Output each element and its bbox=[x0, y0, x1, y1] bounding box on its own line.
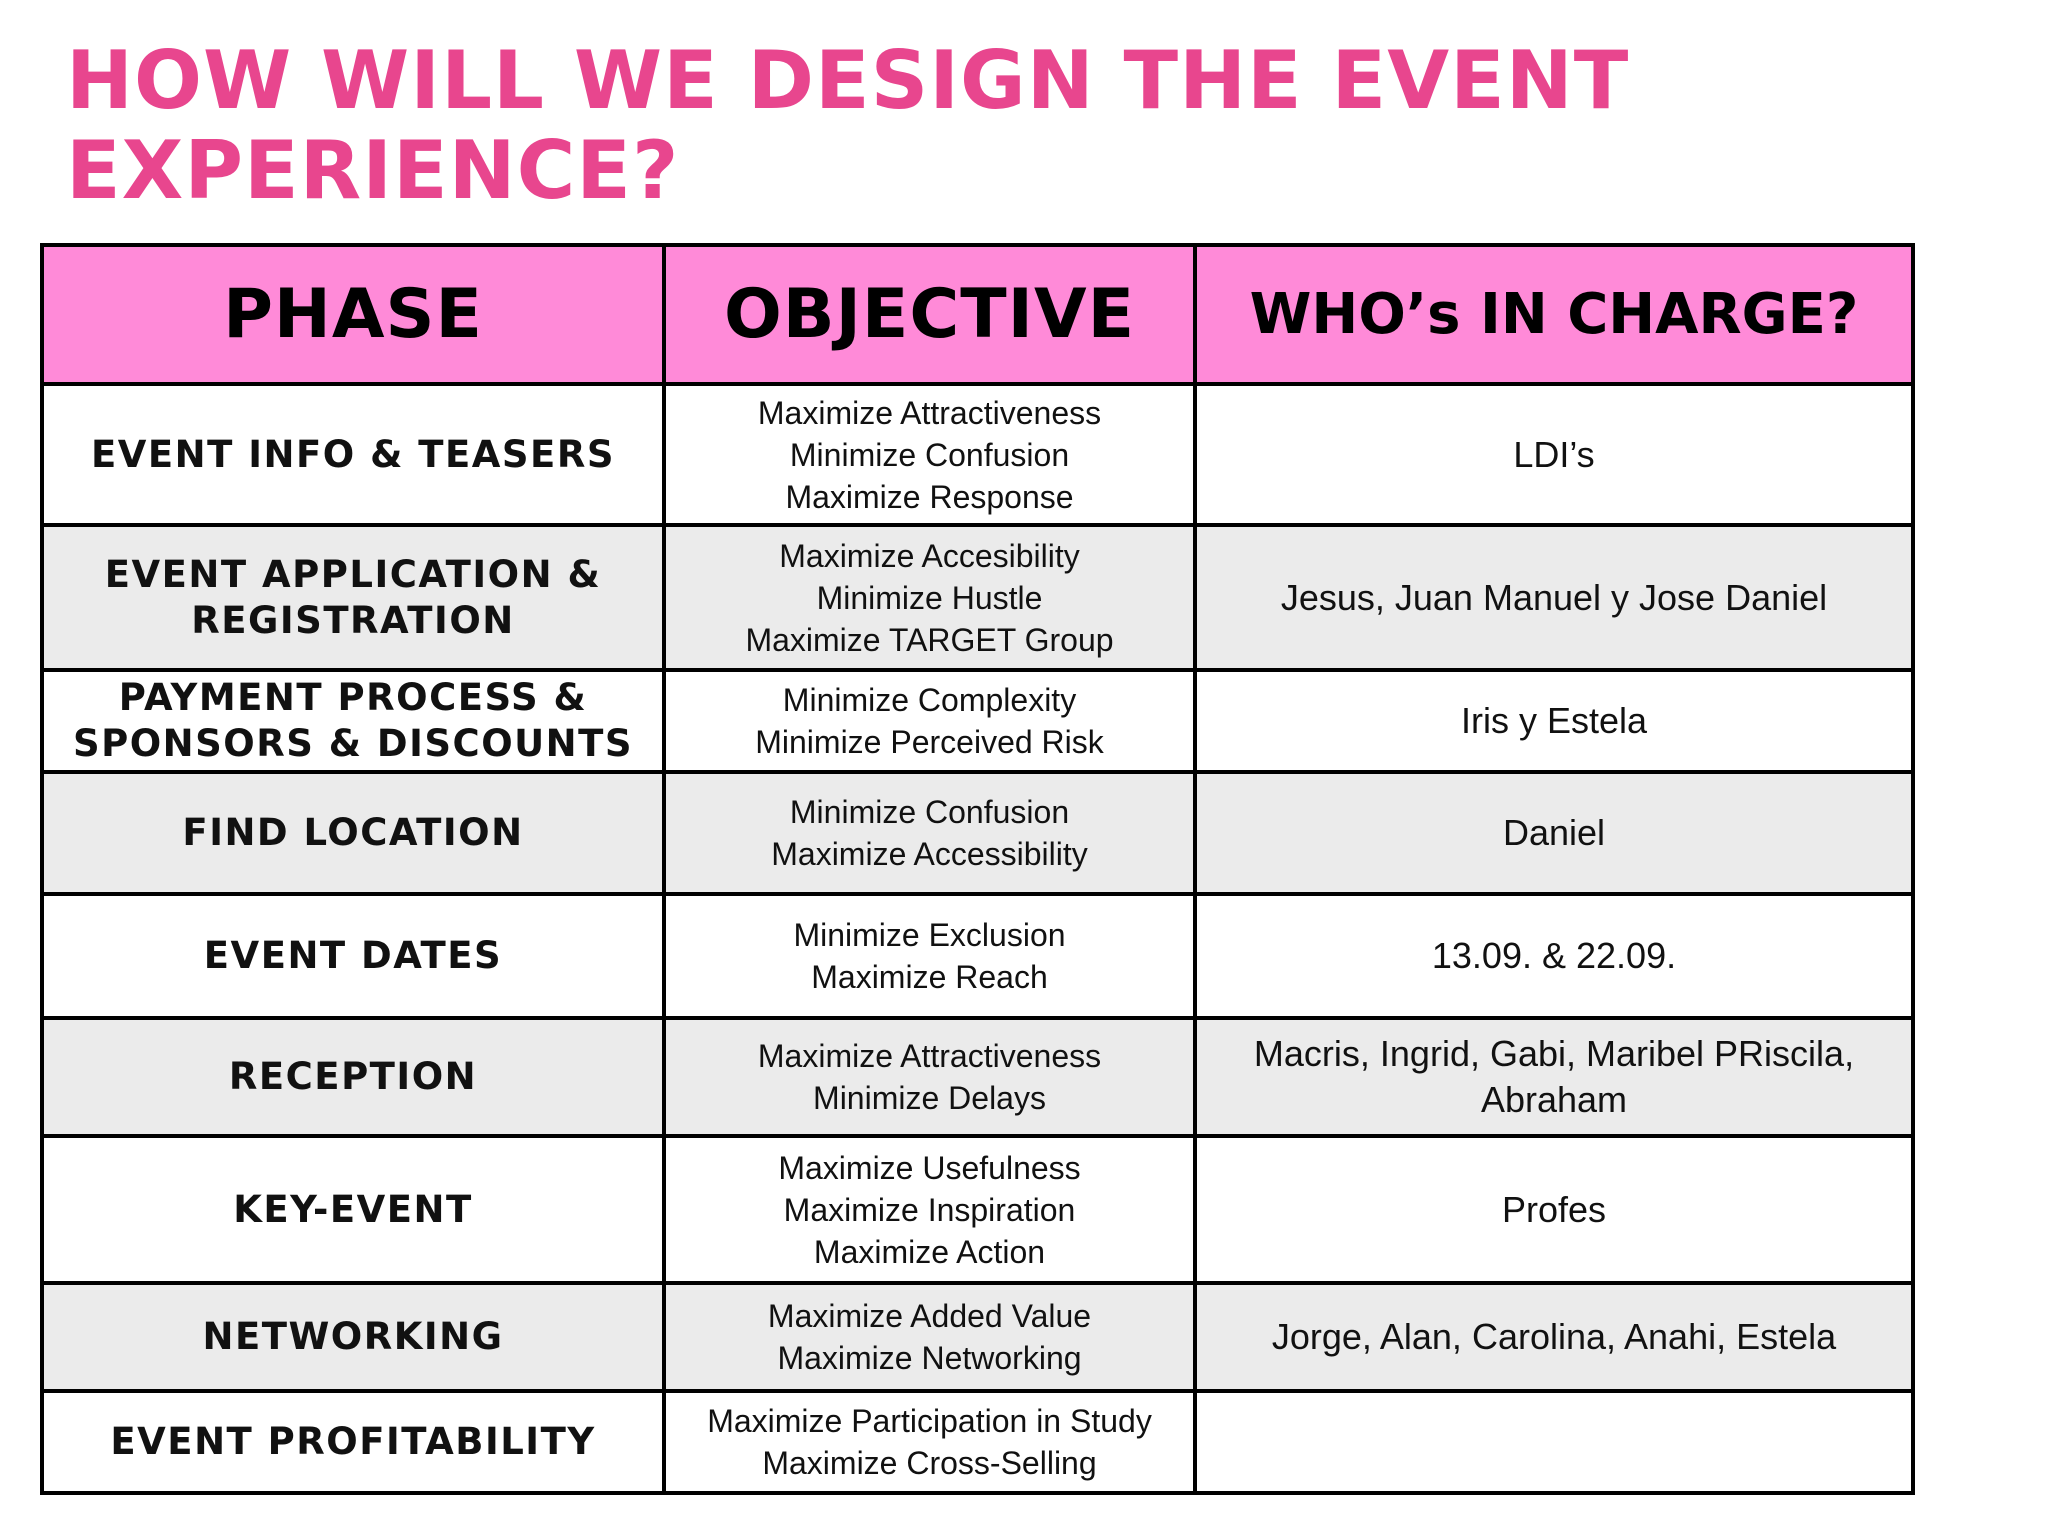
in-charge-cell: 13.09. & 22.09. bbox=[1195, 894, 1913, 1018]
objective-line: Maximize Added Value bbox=[767, 1298, 1092, 1334]
objective-line: Maximize Accessibility bbox=[771, 836, 1088, 872]
phase-cell: EVENT DATES bbox=[42, 894, 664, 1018]
phase-cell: KEY-EVENT bbox=[42, 1136, 664, 1283]
in-charge-cell: Macris, Ingrid, Gabi, Maribel PRiscila, Abraham bbox=[1195, 1018, 1913, 1136]
objective-cell bbox=[664, 772, 1195, 894]
objective-line: Maximize Attractiveness bbox=[757, 1038, 1102, 1074]
objective-line: Minimize Complexity bbox=[782, 682, 1077, 718]
phase-cell: FIND LOCATION bbox=[42, 772, 664, 894]
objective-line: Maximize Reach bbox=[811, 959, 1048, 995]
in-charge-cell: Jorge, Alan, Carolina, Anahi, Estela bbox=[1195, 1283, 1913, 1391]
page-title: HOW WILL WE DESIGN THE EVENT EXPERIENCE? bbox=[66, 34, 1630, 217]
table-header-row bbox=[42, 245, 1913, 384]
table-row bbox=[42, 1136, 1913, 1283]
in-charge-cell: Iris y Estela bbox=[1195, 670, 1913, 772]
table-row bbox=[42, 525, 1913, 670]
objective-line: Minimize Delays bbox=[813, 1080, 1046, 1116]
objective-cell bbox=[664, 1136, 1195, 1283]
table-row bbox=[42, 1018, 1913, 1136]
phase-cell: EVENT INFO & TEASERS bbox=[42, 384, 664, 525]
phase-cell: PAYMENT PROCESS & SPONSORS & DISCOUNTS bbox=[42, 670, 664, 772]
table-row bbox=[42, 1391, 1913, 1493]
objective-cell bbox=[664, 1283, 1195, 1391]
objective-line: Minimize Exclusion bbox=[793, 917, 1066, 953]
objective-line: Maximize Participation in Study bbox=[707, 1403, 1152, 1439]
table-row bbox=[42, 1283, 1913, 1391]
table-row bbox=[42, 772, 1913, 894]
in-charge-cell: Profes bbox=[1195, 1136, 1913, 1283]
header-in-charge: WHO’s IN CHARGE? bbox=[1195, 245, 1913, 384]
table-row bbox=[42, 894, 1913, 1018]
in-charge-cell: LDI’s bbox=[1195, 384, 1913, 525]
objective-line: Maximize TARGET Group bbox=[745, 621, 1114, 658]
objective-line: Minimize Confusion bbox=[789, 794, 1070, 830]
event-design-table bbox=[40, 243, 1915, 1495]
objective-line: Maximize Attractiveness bbox=[757, 394, 1102, 431]
objective-line: Maximize Response bbox=[785, 478, 1074, 515]
objective-cell bbox=[664, 670, 1195, 772]
objective-cell bbox=[664, 1391, 1195, 1493]
phase-cell: EVENT APPLICATION & REGISTRATION bbox=[42, 525, 664, 670]
objective-cell bbox=[664, 384, 1195, 525]
objective-cell bbox=[664, 525, 1195, 670]
objective-line: Minimize Confusion bbox=[789, 436, 1070, 473]
table-row bbox=[42, 384, 1913, 525]
objective-cell bbox=[664, 1018, 1195, 1136]
in-charge-cell: Daniel bbox=[1195, 772, 1913, 894]
objective-line: Maximize Networking bbox=[777, 1340, 1082, 1376]
in-charge-cell: Jesus, Juan Manuel y Jose Daniel bbox=[1195, 525, 1913, 670]
objective-line: Maximize Accesibility bbox=[779, 537, 1080, 574]
objective-line: Maximize Cross-Selling bbox=[762, 1445, 1097, 1481]
phase-cell: RECEPTION bbox=[42, 1018, 664, 1136]
objective-line: Minimize Perceived Risk bbox=[755, 724, 1104, 760]
table-row bbox=[42, 670, 1913, 772]
header-phase: PHASE bbox=[42, 245, 664, 384]
objective-cell bbox=[664, 894, 1195, 1018]
objective-line: Maximize Inspiration bbox=[783, 1191, 1076, 1228]
objective-line: Maximize Action bbox=[813, 1233, 1046, 1270]
phase-cell: EVENT PROFITABILITY bbox=[42, 1391, 664, 1493]
phase-cell: NETWORKING bbox=[42, 1283, 664, 1391]
objective-line: Maximize Usefulness bbox=[778, 1149, 1081, 1186]
in-charge-cell bbox=[1195, 1391, 1913, 1493]
objective-line: Minimize Hustle bbox=[816, 579, 1043, 616]
header-objective: OBJECTIVE bbox=[664, 245, 1195, 384]
